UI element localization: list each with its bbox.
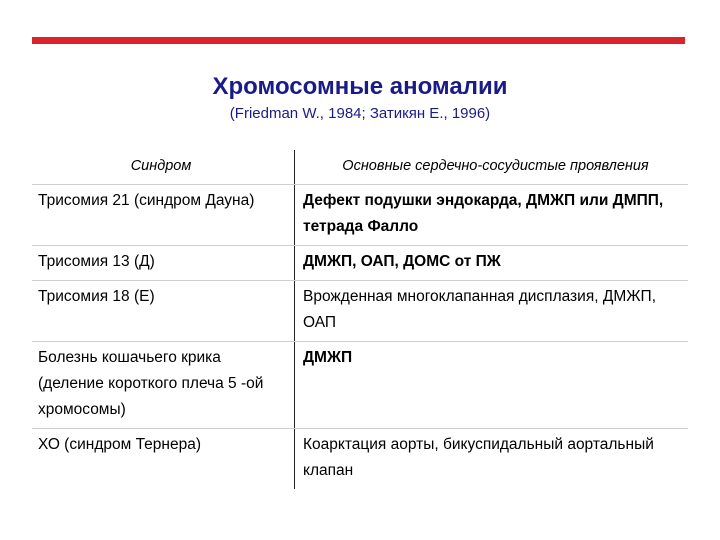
table-header-row [32,150,688,185]
table-row [32,185,688,246]
syndrome-table [32,150,688,489]
syndrome-cell: Болезнь кошачьего крика (деление короткого плеча 5 -ой хромосомы) [38,349,264,418]
manifestation-cell: Коарктация аорты, бикуспидальный аортальный клапан [294,429,688,489]
top-accent-rule [32,37,685,44]
manifestation-cell: Врожденная многоклапанная дисплазия, ДМЖП, ОАП [294,281,688,341]
table-row [32,246,688,281]
syndrome-cell: Трисомия 13 (Д) [38,253,155,270]
syndrome-cell: Трисомия 21 (синдром Дауна) [38,192,255,209]
slide-subtitle: (Friedman W., 1984; Затикян Е., 1996) [229,105,491,122]
table-row [32,429,688,489]
syndrome-cell: Трисомия 18 (Е) [38,288,155,305]
syndrome-cell: ХО (синдром Тернера) [38,436,201,453]
header-manifestations: Основные сердечно-сосудистые проявления [294,150,688,184]
header-syndrome: Синдром [130,158,192,174]
table-row [32,342,688,429]
manifestation-cell: Дефект подушки эндокарда, ДМЖП или ДМПП, тетрада Фалло [294,185,688,245]
table-row [32,281,688,342]
slide-title: Хромосомные аномалии [212,73,508,100]
manifestation-cell: ДМЖП [294,342,688,428]
manifestation-cell: ДМЖП, ОАП, ДОМС от ПЖ [294,246,688,280]
